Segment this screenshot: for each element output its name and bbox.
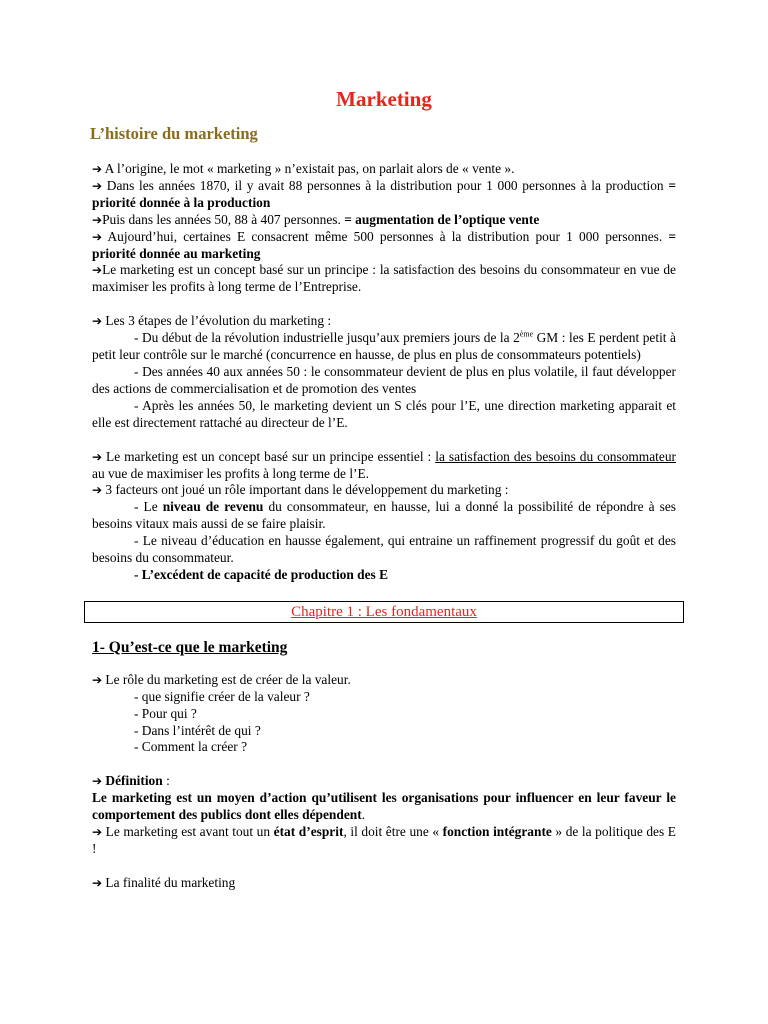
finality-paragraph: ➔ La finalité du marketing [92,874,236,890]
arrow-right-icon: ➔ [92,672,103,687]
factor-3: - L’excédent de capacité de production des E [134,566,389,582]
history-paragraph-2: ➔ Dans les années 1870, il y avait 88 personnes à la distribution pour 1 000 personnes à la production = priorité donnée à la production [92,177,676,210]
question-4: - Comment la créer ? [134,739,248,755]
role-paragraph: ➔ Le rôle du marketing est de créer de la valeur. [92,671,351,687]
page-title: Marketing [336,87,432,111]
arrow-right-icon: ➔ [92,483,103,498]
question-2: - Pour qui ? [134,705,197,721]
chapter-box [84,601,684,623]
concept-paragraph: ➔ Le marketing est un concept basé sur un principe essentiel : la satisfaction des besoins du consommateur au vue de maximiser les profits à long terme de l’E. [92,448,676,481]
arrow-right-icon: ➔ [92,178,103,193]
factor-2: - Le niveau d’éducation en hausse également, qui entraine un raffinement progressif du goût et des besoins du consommateur. [92,533,676,566]
history-paragraph-3: ➔Puis dans les années 50, 88 à 407 personnes. = augmentation de l’optique vente [92,211,540,227]
arrow-right-icon: ➔ [92,229,103,244]
arrow-right-icon: ➔ [92,449,103,464]
arrow-right-icon: ➔ [92,263,103,278]
section-1-heading: 1- Qu’est-ce que le marketing [92,638,288,656]
stage-1: - Du début de la révolution industrielle jusqu’aux premiers jours de la 2ème GM : les E perdent petit à petit leur contrôle sur le marché (concurrence en hausse, de plus en plus de consommateurs potentiels) [92,329,676,363]
arrow-right-icon: ➔ [92,162,103,176]
factors-intro: ➔ 3 facteurs ont joué un rôle important dans le développement du marketing : [92,482,509,498]
arrow-right-icon: ➔ [92,774,103,789]
document-body [92,86,676,892]
history-paragraph-1: ➔ A l’origine, le mot « marketing » n’existait pas, on parlait alors de « vente ». [92,161,515,176]
arrow-right-icon: ➔ [92,825,103,840]
arrow-right-icon: ➔ [92,314,103,329]
mindset-paragraph: ➔ Le marketing est avant tout un état d’esprit, il doit être une « fonction intégrante » de la politique des E ! [92,824,676,856]
arrow-right-icon: ➔ [92,875,103,890]
definition-label: ➔ Définition : [92,773,170,789]
question-1: - que signifie créer de la valeur ? [134,688,310,704]
stage-2: - Des années 40 aux années 50 : le consommateur devient de plus en plus volatile, il faut développer des actions de commercialisation et de promotion des ventes [92,363,676,396]
factor-1: - Le niveau de revenu du consommateur, en hausse, lui a donné la possibilité de répondre à ses besoins vitaux mais aussi de se faire plaisir. [92,499,677,532]
history-heading: L’histoire du marketing [90,124,258,143]
definition-text: Le marketing est un moyen d’action qu’utilisent les organisations pour influencer en leur faveur le comportement des publics dont elles dépendent. [92,790,676,823]
history-paragraph-4: ➔ Aujourd’hui, certaines E consacrent même 500 personnes à la distribution pour 1 000 personnes. = priorité donnée au marketing [92,228,677,261]
arrow-right-icon: ➔ [92,212,103,227]
chapter-title: Chapitre 1 : Les fondamentaux [291,603,477,620]
history-paragraph-5: ➔Le marketing est un concept basé sur un principe : la satisfaction des besoins du consommateur en vue de maximiser les profits à long terme de l’Entreprise. [92,262,676,295]
stages-intro: ➔ Les 3 étapes de l’évolution du marketing : [92,313,332,329]
stage-3: - Après les années 50, le marketing devient un S clés pour l’E, une direction marketing apparait et elle est directement rattaché au directeur de l’E. [92,397,676,430]
question-3: - Dans l’intérêt de qui ? [134,722,261,738]
